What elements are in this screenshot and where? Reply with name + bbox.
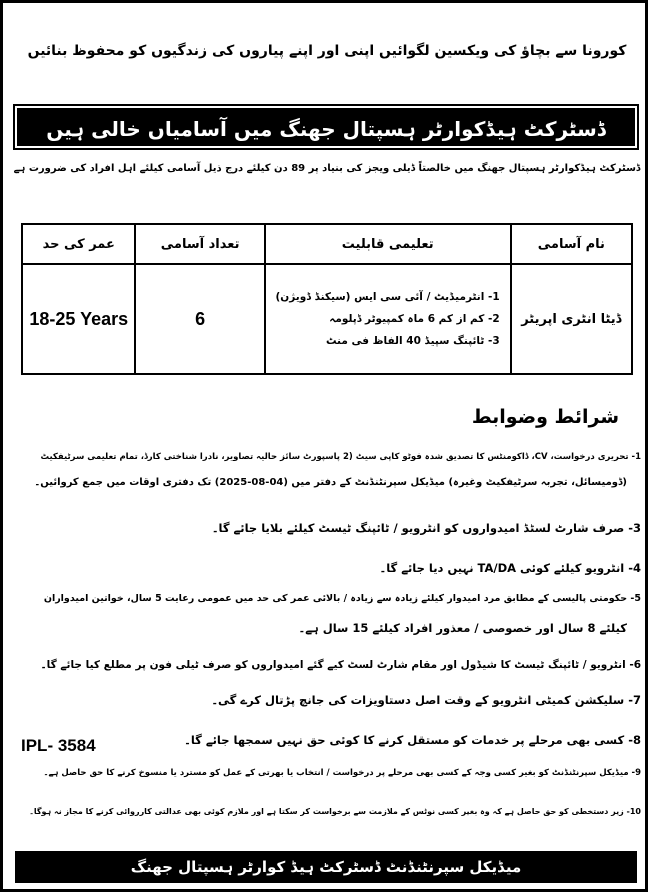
age-limit: 18-25 Years [22, 264, 135, 374]
post-count: 6 [135, 264, 264, 374]
condition-item: 10- زیر دستخطی کو حق حاصل ہے کہ وہ بغیر کسی نوٹس کے ملازمت سے برخواست کر سکتا ہے اور ملازم کوئی بھی عدالتی کارروائی کرنے کا مجاز نہ ہوگا۔ [29, 807, 641, 816]
header-age: عمر کی حد [22, 224, 135, 264]
condition-item: کیلئے 8 سال اور خصوصی / معذور افراد کیلئے 15 سال ہے۔ [298, 621, 627, 635]
intro-text: ڈسٹرکٹ ہیڈکوارٹر ہسپتال جھنگ میں خالصتاً ڈیلی ویجز کی بنیاد پر 89 دن کیلئے درج ذیل آسامی کیلئے اہل افراد کی ضرورت ہے [13, 163, 641, 174]
qualification-item: 1- انٹرمیڈیٹ / آئی سی ایس (سیکنڈ ڈویژن) [275, 291, 500, 303]
condition-item: 6- انٹرویو / ٹائپنگ ٹیسٹ کا شیڈول اور مقام شارٹ لسٹ کیے گئے امیدواروں کو صرف ٹیلی فون پر مطلع کیا جائے گا۔ [40, 659, 641, 671]
condition-item: (ڈومیسائل، تجربہ سرٹیفکیٹ وغیرہ) میڈیکل سپرنٹنڈنٹ کے دفتر میں (04-08-2025) تک دفتری اوقات میں جمع کروائیں۔ [34, 477, 627, 488]
header-qualification: تعلیمی قابلیت [265, 224, 511, 264]
ipl-number: IPL- 3584 [21, 736, 96, 755]
vacancy-headline: ڈسٹرکٹ ہیڈکوارٹر ہسپتال جھنگ میں آسامیاں خالی ہیں [13, 104, 639, 150]
condition-item: 5- حکومتی پالیسی کے مطابق مرد امیدوار کیلئے زیادہ سے زیادہ / بالائی عمر کی حد میں عمومی رعایت 5 سال، خواتین امیدواران [43, 593, 641, 604]
post-name: ڈیٹا انٹری اپریٹر [511, 264, 632, 374]
table-header-row [22, 224, 632, 264]
header-post: نام آسامی [511, 224, 632, 264]
vaccination-banner: کورونا سے بچاؤ کی ویکسین لگوائیں اپنی اور اپنے پیاروں کی زندگیوں کو محفوظ بنائیں [27, 43, 627, 59]
condition-item: 8- کسی بھی مرحلے پر خدمات کو مستقل کرنے کا کوئی حق نہیں سمجھا جائے گا۔ [184, 733, 641, 747]
condition-item: 9- میڈیکل سپرنٹنڈنٹ کو بغیر کسی وجہ کے کسی بھی مرحلے پر درخواست / انتخاب یا بھرتی کے عمل کو مسترد یا منسوخ کرنے کا حق حاصل ہے۔ [43, 768, 641, 778]
table-row [22, 264, 632, 374]
conditions-title: شرائط وضوابط [471, 406, 619, 428]
condition-item: 1- تحریری درخواست، CV، ڈاکومنٹس کا تصدیق شدہ فوٹو کاپی سیٹ (2 پاسپورٹ سائز حالیہ تصاویر، نادرا شناختی کارڈ، تمام تعلیمی سرٹیفکیٹ [40, 452, 641, 462]
issuer-footer: میڈیکل سپرنٹنڈنٹ ڈسٹرکٹ ہیڈ کوارٹر ہسپتال جھنگ [13, 849, 639, 885]
vacancy-table [21, 223, 633, 375]
qualification-item: 3- ٹائپنگ سپیڈ 40 الفاظ فی منٹ [325, 335, 500, 347]
condition-item: 3- صرف شارٹ لسٹڈ امیدواروں کو انٹرویو / ٹائپنگ ٹیسٹ کیلئے بلایا جائے گا۔ [211, 521, 641, 535]
header-count: تعداد آسامی [135, 224, 264, 264]
condition-item: 7- سلیکشن کمیٹی انٹرویو کے وقت اصل دستاویزات کی جانچ پڑتال کرے گی۔ [211, 693, 641, 707]
qualification-item: 2- کم از کم 6 ماہ کمپیوٹر ڈپلومہ [329, 313, 500, 325]
qualification-list [265, 264, 511, 374]
condition-item: 4- انٹرویو کیلئے کوئی TA/DA نہیں دیا جائے گا۔ [379, 561, 641, 575]
